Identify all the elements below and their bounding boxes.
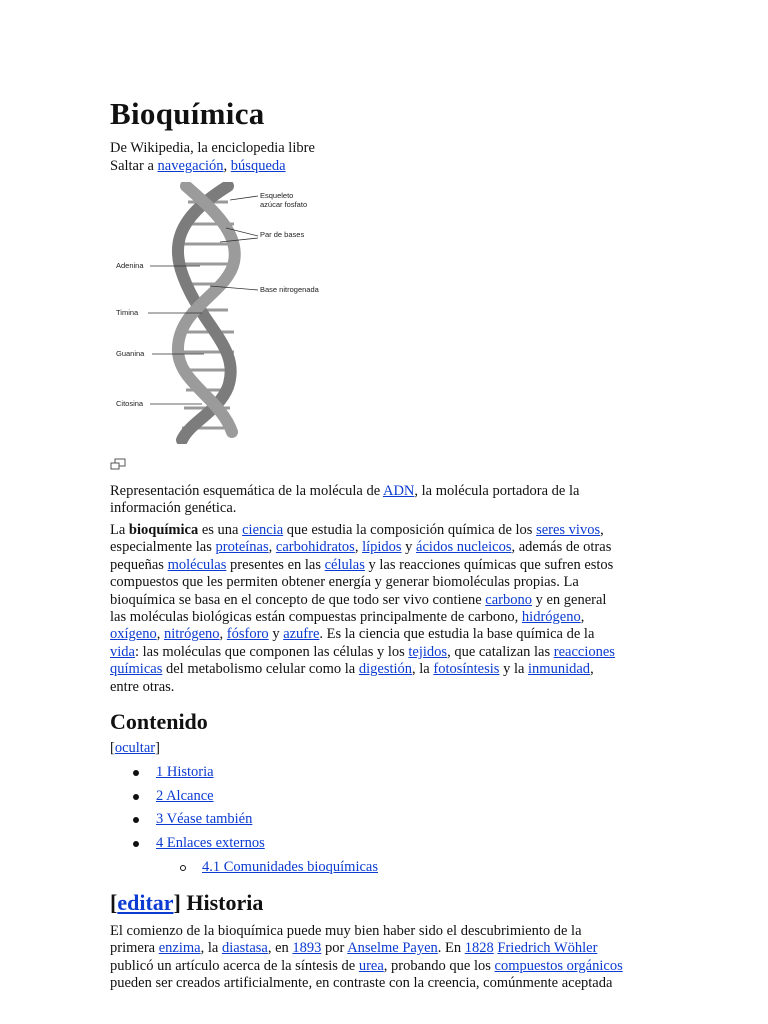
label-guanina: Guanina [116, 349, 145, 358]
link-1828[interactable]: 1828 [464, 940, 494, 957]
intro-paragraph: La bioquímica es una ciencia que estudia la composición química de los seres vivos, especialmente las proteínas, carbohidratos, lípidos y ácidos nucleicos, además de otras pequeñas moléculas presentes en las células y las reacciones químicas que sufren estos compuestos que les permiten obtener energía y generar biomoléculas propias. La bioquímica se basa en el concepto de que todo ser vivo contiene carbono y en general las moléculas biológicas están compuestas principalmente de carbono, hidrógeno, oxígeno, nitrógeno, fósforo y azufre. Es la ciencia que estudia la base química de la vida: las moléculas que componen las células y los tejidos, que catalizan las reacciones químicas del metabolismo celular como la digestión, la fotosíntesis y la inmunidad, entre otras. [110, 522, 615, 695]
link-vida[interactable]: vida [110, 643, 135, 660]
link-friedrich-wohler[interactable]: Friedrich Wöhler [497, 940, 598, 957]
bullet-icon [133, 794, 139, 800]
toc-item-alcance[interactable]: 2 Alcance [156, 788, 214, 804]
label-citosina: Citosina [116, 399, 144, 408]
link-acidos-nucleicos[interactable]: ácidos nucleicos [416, 539, 512, 556]
link-inmunidad[interactable]: inmunidad [528, 661, 591, 678]
link-lipidos[interactable]: lípidos [362, 539, 402, 556]
toc-item-historia[interactable]: 1 Historia [156, 764, 214, 780]
bullet-icon [133, 841, 139, 847]
toc-hide-link[interactable]: ocultar [114, 740, 156, 756]
link-enzima[interactable]: enzima [158, 940, 201, 957]
toc-item-vease-tambien[interactable]: 3 Véase también [156, 811, 253, 827]
label-azucar-fosfato: azúcar fosfato [260, 200, 308, 209]
dna-diagram[interactable] [110, 182, 330, 444]
edit-section-link[interactable]: editar [117, 890, 174, 915]
link-carbohidratos[interactable]: carbohidratos [275, 539, 355, 556]
link-fotosintesis[interactable]: fotosíntesis [433, 661, 500, 678]
toc-item-enlaces-externos[interactable]: 4 Enlaces externos [156, 835, 265, 851]
link-proteinas[interactable]: proteínas [215, 539, 269, 556]
bullet-icon [133, 817, 139, 823]
link-carbono[interactable]: carbono [485, 591, 532, 608]
link-tejidos[interactable]: tejidos [408, 643, 448, 660]
circle-bullet-icon [180, 865, 186, 871]
link-moleculas[interactable]: moléculas [167, 556, 227, 573]
section-heading-historia: [editar] Historia [110, 890, 264, 915]
link-1893[interactable]: 1893 [292, 940, 322, 957]
link-urea[interactable]: urea [358, 957, 384, 974]
link-azufre[interactable]: azufre [283, 626, 320, 643]
link-ciencia[interactable]: ciencia [242, 522, 284, 538]
link-anselme-payen[interactable]: Anselme Payen [347, 940, 438, 957]
label-timina: Timina [116, 308, 139, 317]
link-fosforo[interactable]: fósforo [226, 626, 269, 643]
jump-navigation-link[interactable]: navegación [157, 158, 224, 174]
link-hidrogeno[interactable]: hidrógeno [521, 609, 581, 626]
link-diastasa[interactable]: diastasa [221, 940, 268, 957]
label-adenina: Adenina [116, 261, 144, 270]
link-oxigeno[interactable]: oxígeno [110, 626, 157, 643]
link-reacciones[interactable]: reacciones [553, 643, 615, 660]
link-celulas[interactable]: células [324, 556, 365, 573]
jump-links: Saltar a navegación, búsqueda [110, 158, 286, 174]
historia-paragraph: El comienzo de la bioquímica puede muy bien haber sido el descubrimiento de la primera enzima, la diastasa, en 1893 por Anselme Payen. En 1828 Friedrich Wöhler publicó un artículo acerca de la síntesis de urea, probando que los compuestos orgánicos pueden ser creados artificialmente, en contraste con la creencia, comúnmente aceptada [110, 923, 623, 992]
toc-subitem-comunidades[interactable]: 4.1 Comunidades bioquímicas [202, 859, 378, 875]
link-digestion[interactable]: digestión [358, 661, 413, 678]
link-quimicas[interactable]: químicas [110, 661, 163, 678]
figure-caption: Representación esquemática de la molécula de ADN, la molécula portadora de la información genética. [110, 483, 580, 517]
link-adn[interactable]: ADN [382, 483, 415, 499]
link-compuestos-organicos[interactable]: compuestos orgánicos [494, 957, 623, 974]
enlarge-icon[interactable] [110, 458, 126, 470]
label-esqueleto: Esqueleto [260, 191, 294, 200]
link-seres-vivos[interactable]: seres vivos [536, 522, 601, 538]
toc-heading: Contenido [110, 709, 208, 734]
link-nitrogeno[interactable]: nitrógeno [163, 626, 220, 643]
label-par-de-bases: Par de bases [260, 230, 305, 239]
page-title: Bioquímica [110, 96, 265, 131]
bullet-icon [133, 770, 139, 776]
label-base-nitrogenada: Base nitrogenada [260, 285, 319, 294]
jump-search-link[interactable]: búsqueda [230, 158, 286, 174]
toc-toggle: [ocultar] [110, 740, 160, 756]
article-subtitle: De Wikipedia, la enciclopedia libre [110, 140, 315, 156]
